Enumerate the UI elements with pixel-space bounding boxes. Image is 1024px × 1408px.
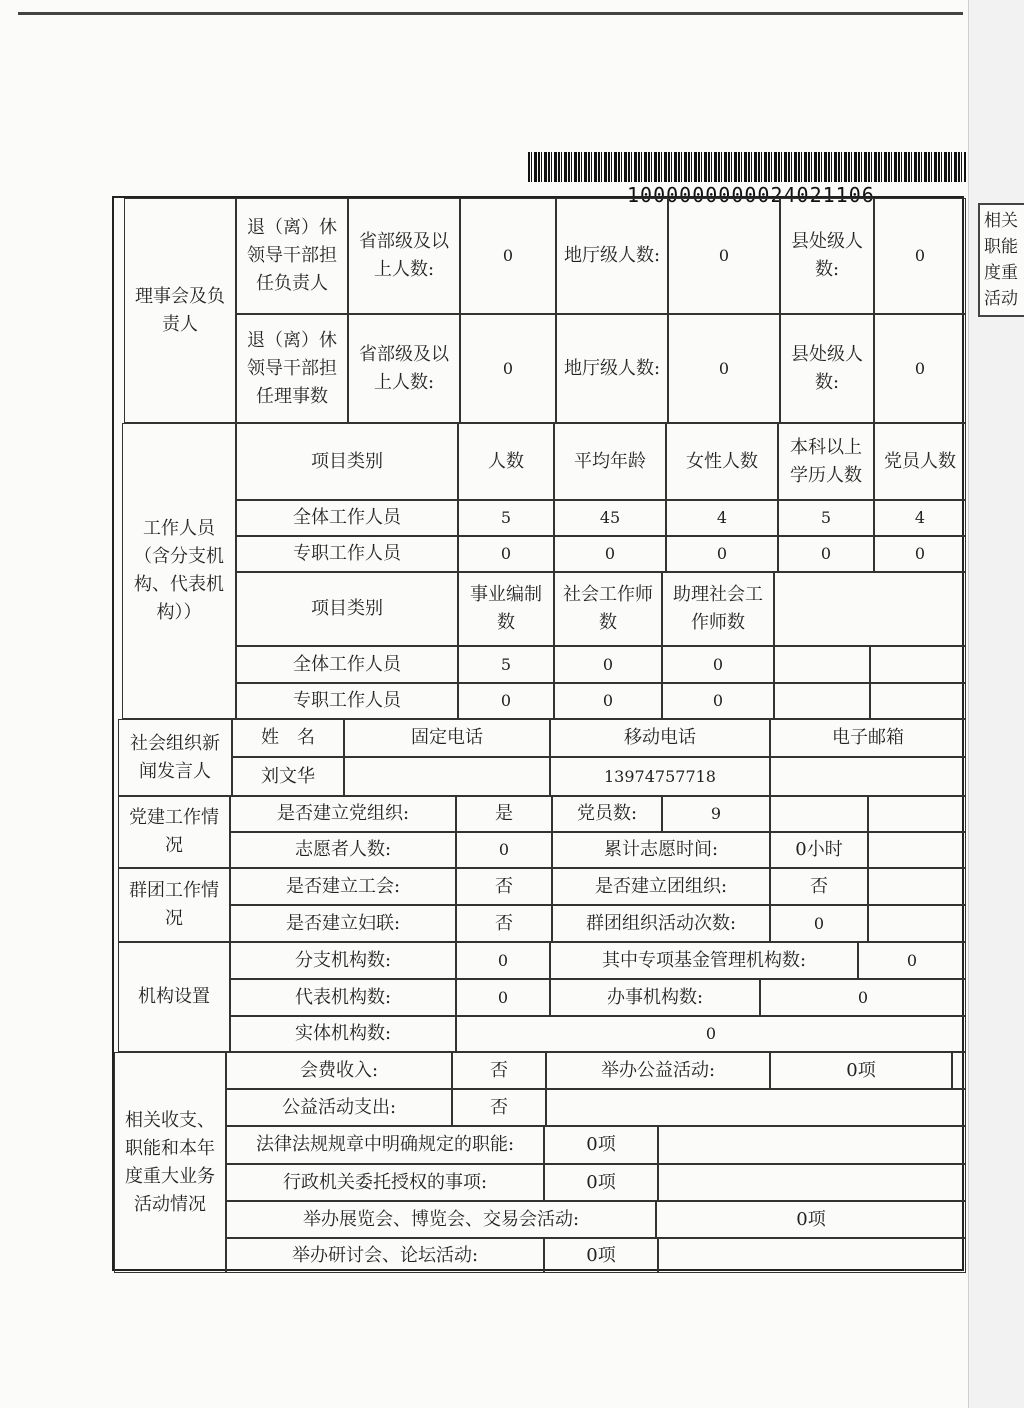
empty-cell <box>770 796 868 832</box>
field-value: 9 <box>662 796 770 832</box>
section-business: 相关收支、职能和本年度重大业务活动情况 <box>114 1052 226 1273</box>
section-mass-org: 群团工作情况 <box>118 868 230 942</box>
field-value: 0 <box>456 979 550 1016</box>
table-cell: 4 <box>874 500 966 536</box>
field-label: 地厅级人数: <box>556 198 668 314</box>
field-value: 0 <box>456 942 550 979</box>
field-value: 0项 <box>770 1052 952 1089</box>
field-label: 是否建立妇联: <box>230 905 456 942</box>
column-header: 项目类别 <box>236 423 458 500</box>
empty-cell <box>870 646 966 683</box>
field-label: 其中专项基金管理机构数: <box>550 942 858 979</box>
row-label: 退（离）休领导干部担任理事数 <box>236 314 348 423</box>
field-value: 0 <box>456 1016 966 1052</box>
field-value: 0 <box>668 314 780 423</box>
field-value: 0 <box>456 832 552 868</box>
field-label: 举办展览会、博览会、交易会活动: <box>226 1201 656 1238</box>
field-value: 0 <box>760 979 966 1016</box>
field-label: 公益活动支出: <box>226 1089 452 1126</box>
adjacent-page-line: 度重 <box>984 263 1018 283</box>
adjacent-page-line: 活动 <box>984 289 1018 309</box>
field-value: 0 <box>668 198 780 314</box>
section-institutions: 机构设置 <box>118 942 230 1052</box>
row-label: 退（离）休领导干部担任负责人 <box>236 198 348 314</box>
table-cell: 0 <box>554 683 662 719</box>
empty-cell <box>658 1126 966 1164</box>
table-cell: 0 <box>874 536 966 572</box>
field-label: 省部级及以上人数: <box>348 198 460 314</box>
table-cell: 0 <box>458 536 554 572</box>
form-table <box>112 196 964 1271</box>
field-label: 代表机构数: <box>230 979 456 1016</box>
spokesperson-phone <box>344 757 550 796</box>
section-party: 党建工作情况 <box>118 796 230 868</box>
empty-cell <box>868 868 966 905</box>
column-header: 固定电话 <box>344 719 550 757</box>
table-cell: 0 <box>554 536 666 572</box>
field-label: 省部级及以上人数: <box>348 314 460 423</box>
empty-cell <box>870 683 966 719</box>
column-header: 人数 <box>458 423 554 500</box>
empty-cell <box>774 572 966 646</box>
field-value: 0项 <box>656 1201 966 1238</box>
empty-cell <box>952 1052 966 1089</box>
empty-cell <box>658 1238 966 1273</box>
adjacent-page-line: 职能 <box>984 237 1018 257</box>
field-label: 县处级人数: <box>780 198 874 314</box>
field-label: 地厅级人数: <box>556 314 668 423</box>
table-cell: 5 <box>778 500 874 536</box>
barcode <box>528 152 966 182</box>
table-cell: 5 <box>458 500 554 536</box>
field-value: 0 <box>858 942 966 979</box>
field-label: 是否建立团组织: <box>552 868 770 905</box>
field-label: 志愿者人数: <box>230 832 456 868</box>
adjacent-page-line: 相关 <box>984 211 1018 231</box>
table-cell: 45 <box>554 500 666 536</box>
table-cell: 0 <box>778 536 874 572</box>
row-label: 全体工作人员 <box>236 646 458 683</box>
field-value: 否 <box>456 868 552 905</box>
field-label: 实体机构数: <box>230 1016 456 1052</box>
field-label: 办事机构数: <box>550 979 760 1016</box>
field-label: 群团组织活动次数: <box>552 905 770 942</box>
field-value: 是 <box>456 796 552 832</box>
field-label: 是否建立工会: <box>230 868 456 905</box>
field-value: 0 <box>874 314 966 423</box>
table-cell: 4 <box>666 500 778 536</box>
field-label: 累计志愿时间: <box>552 832 770 868</box>
field-value: 否 <box>452 1052 546 1089</box>
top-rule <box>18 12 963 15</box>
column-header: 姓 名 <box>232 719 344 757</box>
field-value: 0 <box>460 198 556 314</box>
empty-cell <box>868 905 966 942</box>
field-label: 会费收入: <box>226 1052 452 1089</box>
field-value: 0项 <box>544 1238 658 1273</box>
column-header: 本科以上学历人数 <box>778 423 874 500</box>
row-label: 专职工作人员 <box>236 536 458 572</box>
field-value: 0 <box>460 314 556 423</box>
table-cell: 5 <box>458 646 554 683</box>
section-spokesperson: 社会组织新闻发言人 <box>118 719 232 796</box>
section-leaders: 理事会及负责人 <box>124 198 236 423</box>
empty-cell <box>658 1164 966 1201</box>
field-value: 否 <box>452 1089 546 1126</box>
field-value: 0小时 <box>770 832 868 868</box>
table-cell: 0 <box>554 646 662 683</box>
column-header: 电子邮箱 <box>770 719 966 757</box>
spokesperson-name: 刘文华 <box>232 757 344 796</box>
column-header: 事业编制数 <box>458 572 554 646</box>
field-label: 法律法规规章中明确规定的职能: <box>226 1126 544 1164</box>
spokesperson-mobile: 13974757718 <box>550 757 770 796</box>
field-label: 党员数: <box>552 796 662 832</box>
column-header: 社会工作师数 <box>554 572 662 646</box>
field-value: 0 <box>874 198 966 314</box>
table-cell: 0 <box>458 683 554 719</box>
column-header: 移动电话 <box>550 719 770 757</box>
section-staff: 工作人员（含分支机构、代表机构）） <box>122 423 236 719</box>
field-label: 行政机关委托授权的事项: <box>226 1164 544 1201</box>
column-header: 女性人数 <box>666 423 778 500</box>
field-value: 0项 <box>544 1126 658 1164</box>
column-header: 助理社会工作师数 <box>662 572 774 646</box>
table-cell: 0 <box>666 536 778 572</box>
empty-cell <box>774 646 870 683</box>
column-header: 党员人数 <box>874 423 966 500</box>
column-header: 平均年龄 <box>554 423 666 500</box>
field-label: 县处级人数: <box>780 314 874 423</box>
empty-cell <box>868 796 966 832</box>
barcode-number: 1000000000024021106 <box>627 183 875 207</box>
field-value: 否 <box>770 868 868 905</box>
table-cell: 0 <box>662 646 774 683</box>
field-value: 0项 <box>544 1164 658 1201</box>
field-value: 0 <box>770 905 868 942</box>
field-label: 举办研讨会、论坛活动: <box>226 1238 544 1273</box>
field-label: 是否建立党组织: <box>230 796 456 832</box>
empty-cell <box>774 683 870 719</box>
empty-cell <box>546 1089 966 1126</box>
field-label: 分支机构数: <box>230 942 456 979</box>
spokesperson-email <box>770 757 966 796</box>
row-label: 全体工作人员 <box>236 500 458 536</box>
row-label: 专职工作人员 <box>236 683 458 719</box>
field-label: 举办公益活动: <box>546 1052 770 1089</box>
table-cell: 0 <box>662 683 774 719</box>
column-header: 项目类别 <box>236 572 458 646</box>
empty-cell <box>868 832 966 868</box>
field-value: 否 <box>456 905 552 942</box>
